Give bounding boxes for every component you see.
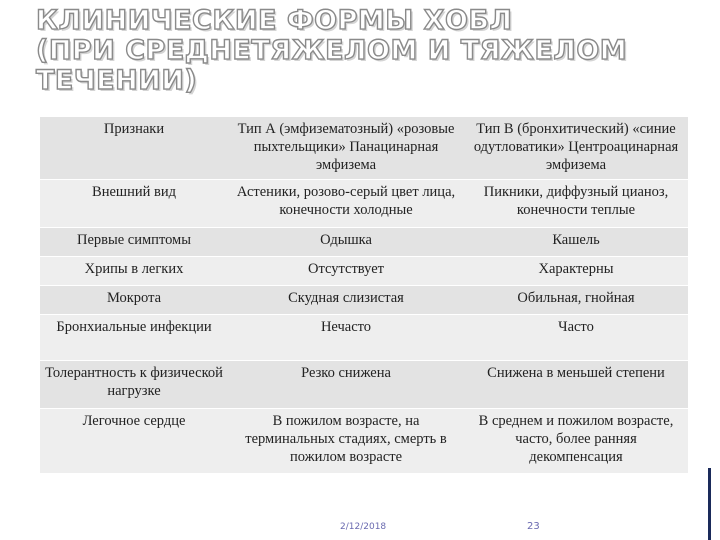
type-b-cell: Снижена в меньшей степени — [464, 361, 688, 409]
slide-title — [36, 6, 686, 96]
row-label: Внешний вид — [40, 180, 228, 228]
table-row — [40, 286, 688, 315]
type-a-cell: Скудная слизистая — [228, 286, 464, 315]
comparison-table — [40, 117, 688, 474]
slide-number: 23 — [527, 521, 540, 532]
type-a-cell: В пожилом возрасте, на терминальных стадиях, смерть в пожилом возрасте — [228, 409, 464, 474]
header-cell-type-a: Тип А (эмфизематозный) «розовые пыхтельщики» Панацинарная эмфизема — [228, 117, 464, 180]
table-row — [40, 257, 688, 286]
row-label: Толерантность к физической нагрузке — [40, 361, 228, 409]
header-cell-type-b: Тип В (бронхитический) «синие одутловатики» Центроацинарная эмфизема — [464, 117, 688, 180]
type-a-cell: Резко снижена — [228, 361, 464, 409]
type-b-cell: Пикники, диффузный цианоз, конечности теплые — [464, 180, 688, 228]
table-row — [40, 228, 688, 257]
row-label: Бронхиальные инфекции — [40, 315, 228, 361]
title-line-2: (ПРИ СРЕДНЕТЯЖЕЛОМ И ТЯЖЕЛОМ — [36, 35, 628, 66]
header-cell-signs: Признаки — [40, 117, 228, 180]
table-row — [40, 315, 688, 361]
type-a-cell: Отсутствует — [228, 257, 464, 286]
table-row — [40, 180, 688, 228]
row-label: Хрипы в легких — [40, 257, 228, 286]
footer-date: 2/12/2018 — [340, 522, 387, 532]
type-b-cell: Обильная, гнойная — [464, 286, 688, 315]
table-row — [40, 409, 688, 474]
type-b-cell: Характерны — [464, 257, 688, 286]
decorative-edge-bar — [708, 468, 711, 540]
type-b-cell: Часто — [464, 315, 688, 361]
type-a-cell: Нечасто — [228, 315, 464, 361]
type-a-cell: Астеники, розово-серый цвет лица, конечности холодные — [228, 180, 464, 228]
row-label: Первые симптомы — [40, 228, 228, 257]
type-b-cell: В среднем и пожилом возрасте, часто, более ранняя декомпенсация — [464, 409, 688, 474]
table-header-row — [40, 117, 688, 180]
row-label: Мокрота — [40, 286, 228, 315]
row-label: Легочное сердце — [40, 409, 228, 474]
title-line-3: ТЕЧЕНИИ) — [36, 65, 198, 96]
type-b-cell: Кашель — [464, 228, 688, 257]
title-line-1: КЛИНИЧЕСКИЕ ФОРМЫ ХОБЛ — [36, 5, 513, 36]
table-row — [40, 361, 688, 409]
type-a-cell: Одышка — [228, 228, 464, 257]
